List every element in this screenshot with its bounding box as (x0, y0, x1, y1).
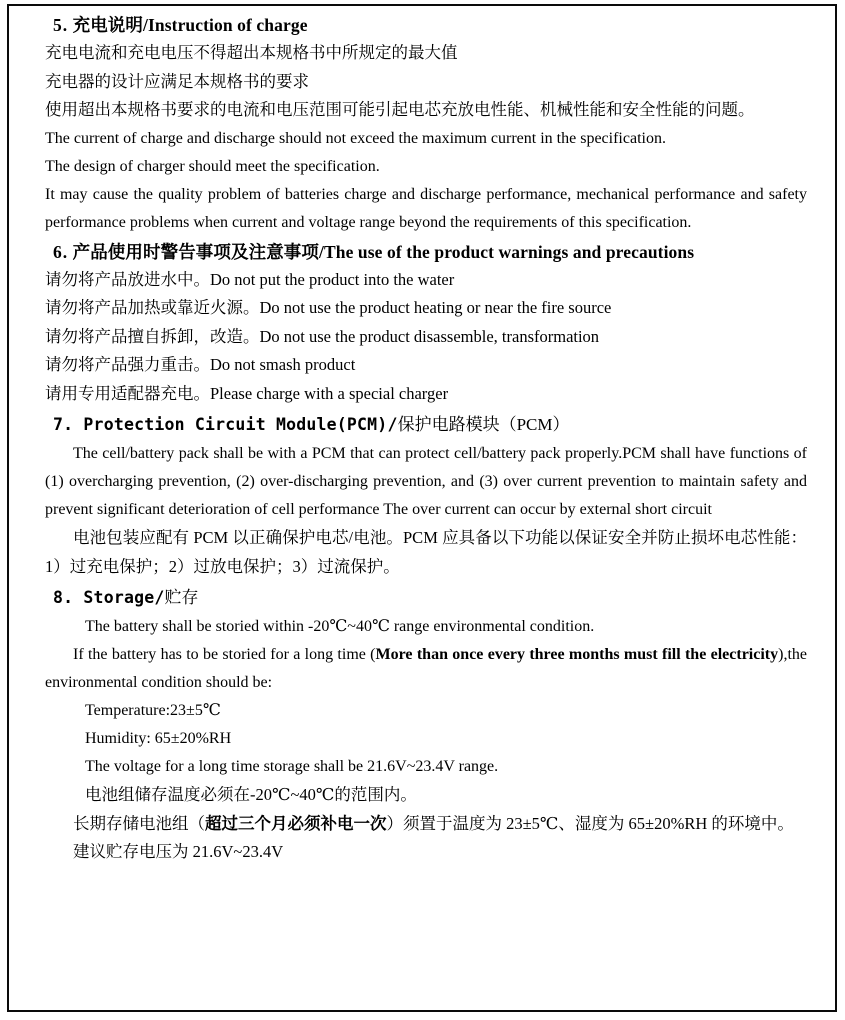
section-8-number: 8. (53, 588, 74, 607)
section-6-heading-sep: / (319, 241, 324, 262)
section-7-heading-cjk: 保护电路模块（PCM） (397, 415, 570, 434)
section-6-heading (45, 237, 807, 266)
section-8-cjk-longterm-suffix: ）须置于温度为 23±5℃、湿度为 65±20%RH 的环境中。 (386, 813, 794, 833)
section-8-voltage: The voltage for a long time storage shall be 21.6V~23.4V range. (85, 758, 499, 775)
section-6 (45, 237, 807, 409)
section-5-heading-cjk: 充电说明 (72, 15, 144, 35)
section-8-line-2-prefix: If the battery has to be storied for a long time ( (73, 646, 376, 663)
section-8-line-2-bold: More than once every three months must fill the electricity (375, 646, 779, 663)
section-8-heading (45, 581, 807, 613)
section-7-paragraph-en: The cell/battery pack shall be with a PCM that can protect cell/battery pack properly.PCM shall have functions of (1) overcharging prevention, (2) over-discharging prevention, and (3) over current prevention to maintain safety and prevent significant deterioration of cell performance The over current can occur by external short circuit (45, 445, 807, 518)
section-6-line-3: 请勿将产品擅自拆卸，改造。Do not use the product disassemble, transformation (45, 326, 600, 346)
section-8-heading-en: Storage (83, 588, 155, 607)
section-8-cjk-temp-range: 电池组储存温度必须在-20℃~40℃的范围内。 (85, 785, 417, 804)
section-5-line-4: The current of charge and discharge should not exceed the maximum current in the specification. (45, 129, 666, 147)
section-5-heading-en: Instruction of charge (147, 15, 308, 35)
section-6-heading-en: The use of the product warnings and precautions (323, 241, 695, 262)
section-8-line-2-suffix: ),the environmental condition should be: (45, 646, 807, 691)
section-5-line-3: 使用超出本规格书要求的电流和电压范围可能引起电芯充放电性能、机械性能和安全性能的问题。 (45, 100, 755, 119)
section-7-heading-sep: / (387, 415, 398, 434)
section-5-line-2: 充电器的设计应满足本规格书的要求 (45, 71, 309, 91)
section-6-line-4: 请勿将产品强力重击。Do not smash product (45, 355, 356, 374)
section-5-line-6: It may cause the quality problem of batteries charge and discharge performance, mechanical performance and safety performance problems when current and voltage range beyond the requirements of this specification. (45, 185, 807, 231)
section-8-cjk-longterm-bold: 超过三个月必须补电一次 (205, 813, 387, 833)
section-7 (45, 408, 807, 581)
section-5-line-1: 充电电流和充电电压不得超出本规格书中所规定的最大值 (45, 43, 458, 62)
section-6-line-2: 请勿将产品加热或靠近火源。Do not use the product heating or near the fire source (45, 298, 612, 317)
section-5-number: 5. (53, 15, 69, 35)
section-8-cjk-voltage: 建议贮存电压为 21.6V~23.4V (73, 842, 284, 861)
page-border-frame (7, 4, 837, 1012)
section-5-heading (45, 10, 807, 39)
section-8 (45, 581, 807, 867)
section-7-heading-en: Protection Circuit Module(PCM) (83, 415, 388, 434)
section-8-cjk-longterm (45, 810, 807, 839)
section-7-heading (45, 408, 807, 440)
section-6-heading-cjk: 产品使用时警告事项及注意事项 (72, 241, 320, 262)
section-8-heading-cjk: 贮存 (164, 588, 199, 607)
section-5 (45, 10, 807, 237)
section-8-heading-sep: / (154, 588, 165, 607)
section-8-line-2 (45, 641, 807, 697)
section-7-paragraph-cjk: 电池包装应配有 PCM 以正确保护电芯/电池。PCM 应具备以下功能以保证安全并防止损坏电芯性能：1）过充电保护；2）过放电保护；3）过流保护。 (45, 528, 807, 576)
section-5-heading-sep: / (143, 15, 148, 35)
section-6-line-1: 请勿将产品放进水中。Do not put the product into the water (45, 269, 455, 289)
section-6-number: 6. (53, 241, 69, 262)
section-6-line-5: 请用专用适配器充电。Please charge with a special charger (45, 383, 449, 403)
section-8-cjk-longterm-prefix: 长期存储电池组（ (73, 813, 205, 833)
section-8-temperature: Temperature:23±5℃ (85, 702, 221, 719)
section-8-humidity: Humidity: 65±20%RH (85, 730, 232, 747)
section-5-line-5: The design of charger should meet the specification. (45, 157, 380, 175)
section-7-number: 7. (53, 415, 74, 434)
document-body (45, 10, 807, 867)
section-8-line-1: The battery shall be storied within -20℃~40℃ range environmental condition. (85, 618, 595, 635)
